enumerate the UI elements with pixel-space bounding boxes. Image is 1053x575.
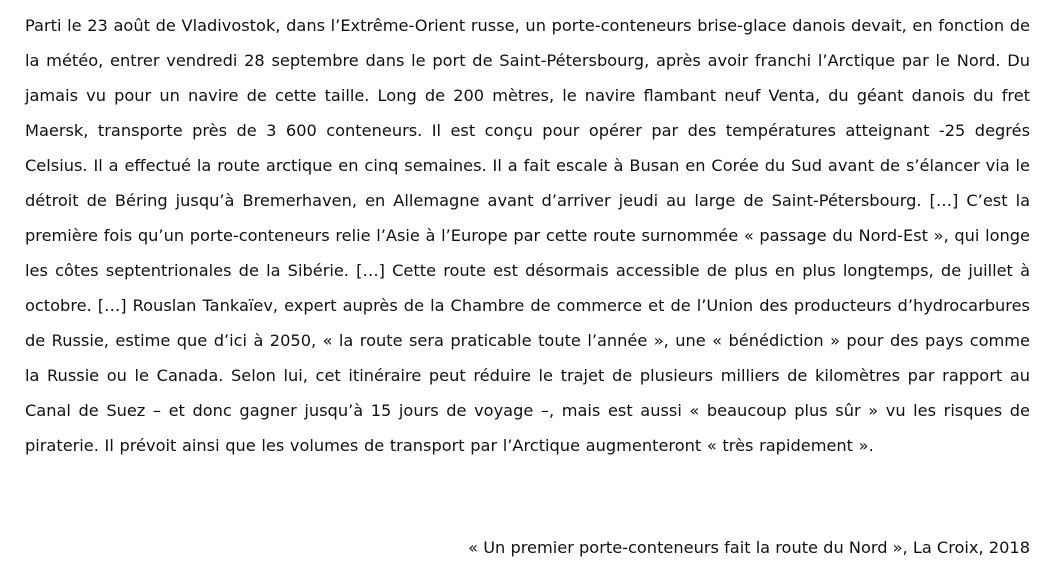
source-citation: « Un premier porte-conteneurs fait la route du Nord », La Croix, 2018 [468, 538, 1030, 557]
document-body [25, 8, 1030, 463]
article-paragraph: Parti le 23 août de Vladivostok, dans l’Extrême-Orient russe, un porte-conteneurs brise-glace danois devait, en fonction de la météo, entrer vendredi 28 septembre dans le port de Saint-Pétersbourg, après avoir franchi l’Arctique par le Nord. Du jamais vu pour un navire de cette taille. Long de 200 mètres, le navire flambant neuf Venta, du géant danois du fret Maersk, transporte près de 3 600 conteneurs. Il est conçu pour opérer par des températures atteignant -25 degrés Celsius. Il a effectué la route arctique en cinq semaines. Il a fait escale à Busan en Corée du Sud avant de s’élancer via le détroit de Béring jusqu’à Bremerhaven, en Allemagne avant d’arriver jeudi au large de Saint-Pétersbourg. […] C’est la première fois qu’un porte-conteneurs relie l’Asie à l’Europe par cette route surnommée « passage du Nord-Est », qui longe les côtes septentrionales de la Sibérie. […] Cette route est désormais accessible de plus en plus longtemps, de juillet à octobre. […] Rouslan Tankaïev, expert auprès de la Chambre de commerce et de l’Union des producteurs d’hydrocarbures de Russie, estime que d’ici à 2050, « la route sera praticable toute l’année », une « bénédiction » pour des pays comme la Russie ou le Canada. Selon lui, cet itinéraire peut réduire le trajet de plusieurs milliers de kilomètres par rapport au Canal de Suez – et donc gagner jusqu’à 15 jours de voyage –, mais est aussi « beaucoup plus sûr » vu les risques de piraterie. Il prévoit ainsi que les volumes de transport par l’Arctique augmenteront « très rapidement ». [25, 16, 1030, 455]
